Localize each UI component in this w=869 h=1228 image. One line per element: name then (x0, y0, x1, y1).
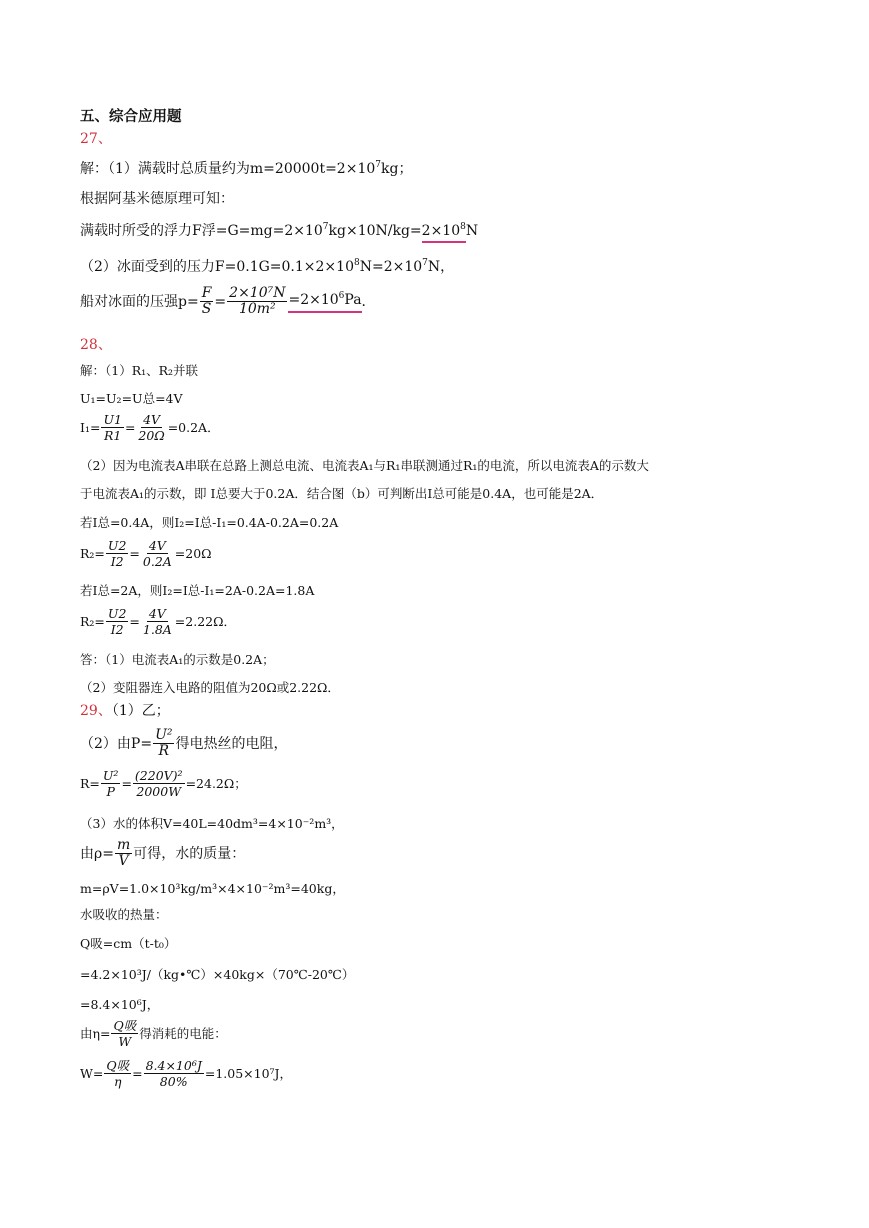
q27-pressure-answer-value: =2×10 (288, 291, 339, 308)
q27-line3-mid: kg×10N/kg= (328, 223, 422, 239)
q28-line7-result: =20Ω (174, 545, 212, 561)
q29-number: 29、 (80, 703, 112, 719)
q29-line3-text: R= (80, 775, 100, 791)
q29-line7: 水吸收的热量： (80, 907, 168, 922)
fraction-denominator: 20Ω (138, 428, 165, 443)
fraction-u2-over-p (101, 768, 121, 799)
q29-line2 (80, 728, 287, 759)
fraction-u2-over-i2 (106, 538, 129, 569)
q27-line5-text: 船对冰面的压强p= (80, 293, 199, 310)
fraction-numerator: Q吸 (113, 1018, 137, 1033)
q29-line12-text: W= (80, 1065, 104, 1081)
q27-line4-mid: N=2×10 (359, 259, 423, 275)
fraction-numerator: m (116, 837, 131, 853)
q29-line8: Q吸=cm（t-t₀） (80, 936, 177, 951)
fraction-4v-over-1.8a (141, 606, 174, 637)
fraction-u1-over-r1 (101, 412, 124, 443)
fraction-pressure (227, 286, 287, 317)
fraction-denominator: V (118, 853, 129, 869)
q28-line7-text: R₂= (80, 545, 105, 561)
q27-line4 (80, 258, 454, 276)
equals-sign: = (129, 613, 140, 629)
q28-line9-text: R₂= (80, 613, 105, 629)
q28-line3-result: =0.2A． (167, 419, 220, 435)
fraction-numerator: 4V (143, 412, 161, 427)
fraction-denominator: P (106, 784, 115, 799)
q29-line3 (80, 768, 247, 799)
q27-line4-exponent1: 8 (353, 258, 360, 268)
q28-line9-result: =2.22Ω． (174, 613, 236, 629)
q28-line3-text: I₁= (80, 419, 101, 435)
fraction-numerator: Q吸 (106, 1058, 130, 1073)
q28-line6: 若I总=0.4A，则I₂=I总-I₁=0.4A-0.2A=0.2A (80, 515, 339, 530)
fraction-u2-over-r (153, 728, 174, 759)
fraction-220v-over-2000w (133, 768, 185, 799)
q27-line5 (80, 286, 376, 317)
fraction-denominator: 10m² (238, 301, 276, 317)
q27-pressure-answer-unit: Pa (344, 291, 362, 308)
fraction-m-over-v (115, 838, 132, 869)
fraction-numerator: U1 (103, 412, 122, 427)
equals-sign: = (124, 419, 136, 435)
fraction-denominator: S (201, 301, 212, 317)
fraction-numerator: U² (155, 727, 173, 743)
q27-number: 27、 (80, 131, 112, 147)
q29-line5-post: 可得，水的质量： (133, 845, 246, 862)
q28-line5: 于电流表A₁的示数，即 I总要大于0.2A．结合图（b）可判断出I总可能是0.4A，也可能是2A． (80, 486, 604, 501)
q27-line5-end: ． (361, 293, 376, 310)
q27-line3-exponent: 7 (322, 222, 329, 232)
equals-sign: = (214, 293, 227, 310)
fraction-u2-over-i2 (106, 606, 129, 637)
fraction-4v-over-0.2a (141, 538, 174, 569)
q29-line11 (80, 1018, 227, 1049)
q28-line9 (80, 606, 236, 637)
q29-line12 (80, 1058, 292, 1089)
q28-line3 (80, 412, 220, 443)
q29-line1 (80, 702, 170, 720)
fraction-4v-over-20ohm (136, 412, 166, 443)
fraction-denominator: 0.2A (142, 554, 172, 569)
fraction-denominator: R1 (104, 428, 122, 443)
q28-line8: 若I总=2A，则I₂=I总-I₁=2A-0.2A=1.8A (80, 583, 315, 598)
section-title: 五、综合应用题 (80, 109, 182, 125)
equals-sign: = (121, 775, 132, 791)
q27-pressure-answer (288, 291, 361, 313)
fraction-denominator: I2 (110, 622, 124, 637)
fraction-numerator: U2 (107, 606, 127, 621)
q29-line11-text: 由η= (80, 1025, 111, 1041)
fraction-8.4e6-over-80pct (144, 1058, 204, 1089)
q28-line11: （2）变阻器连入电路的阻值为20Ω或2.22Ω． (80, 680, 340, 695)
fraction-denominator: 2000W (136, 784, 182, 799)
q27-buoyancy-answer-unit: N (465, 223, 479, 239)
fraction-q-over-eta (104, 1058, 131, 1089)
q29-line3-result: =24.2Ω； (185, 775, 247, 791)
fraction-numerator: 2×10⁷N (229, 285, 286, 301)
q27-buoyancy-answer-value: 2×10 (421, 223, 461, 239)
fraction-numerator: U2 (107, 538, 127, 553)
fraction-denominator: 80% (159, 1074, 188, 1089)
q29-line2-text: （2）由P= (80, 735, 153, 752)
q29-line4: （3）水的体积V=40L=40dm³=4×10⁻²m³， (80, 816, 344, 831)
fraction-denominator: W (118, 1034, 132, 1049)
q27-line4-text: （2）冰面受到的压力F=0.1G=0.1×2×10 (80, 259, 354, 275)
fraction-numerator: U² (102, 768, 119, 783)
fraction-numerator: 4V (148, 606, 166, 621)
fraction-numerator: 8.4×10⁶J (145, 1058, 202, 1073)
fraction-q-over-w (111, 1018, 138, 1049)
q29-line2-post: 得电热丝的电阻， (175, 735, 288, 752)
fraction-denominator: I2 (110, 554, 124, 569)
equals-sign: = (132, 1065, 143, 1081)
q27-line1-text: 解：（1）满载时总质量约为m=20000t=2×10 (80, 161, 376, 177)
q29-line9: =4.2×10³J/（kg•℃）×40kg×（70℃-20℃） (80, 967, 355, 982)
q27-line2: 根据阿基米德原理可知： (80, 191, 234, 207)
q28-line4: （2）因为电流表A串联在总路上测总电流、电流表A₁与R₁串联测通过R₁的电流，所以电流表A的示数大 (80, 458, 649, 473)
q29-line10: =8.4×10⁶J， (80, 997, 160, 1012)
q29-line5-text: 由ρ= (80, 845, 114, 862)
q27-buoyancy-answer (422, 223, 466, 243)
q29-part1-answer: （1）乙； (111, 703, 170, 719)
fraction-f-over-s (200, 286, 214, 317)
q29-line12-result: =1.05×10⁷J， (204, 1065, 293, 1081)
q29-line5 (80, 838, 245, 869)
q27-line1-exponent: 7 (375, 160, 381, 170)
fraction-denominator: 1.8A (142, 622, 172, 637)
q28-line1: 解：（1）R₁、R₂并联 (80, 363, 199, 378)
q29-line11-post: 得消耗的电能： (139, 1025, 227, 1041)
q27-buoyancy-answer-exponent: 8 (460, 222, 466, 232)
q27-line4-exponent2: 7 (422, 258, 428, 268)
fraction-numerator: 4V (148, 538, 166, 553)
q28-line10: 答：（1）电流表A₁的示数是0.2A； (80, 652, 275, 667)
q27-line3-text: 满载时所受的浮力F浮=G=mg=2×10 (80, 223, 323, 239)
q27-line1 (80, 160, 412, 178)
fraction-denominator: η (113, 1074, 122, 1089)
fraction-denominator: R (158, 743, 170, 759)
q28-line7 (80, 538, 212, 569)
fraction-numerator: F (201, 285, 212, 301)
q27-line4-unit: N， (427, 259, 455, 275)
q28-line2: U₁=U₂=U总=4V (80, 391, 183, 406)
q27-line3 (80, 222, 478, 240)
fraction-numerator: (220V)² (134, 768, 183, 783)
q29-line6: m=ρV=1.0×10³kg/m³×4×10⁻²m³=40kg， (80, 881, 345, 896)
equals-sign: = (129, 545, 140, 561)
q27-pressure-answer-exponent: 6 (338, 290, 345, 301)
q27-line1-unit: kg； (381, 161, 413, 177)
q28-number: 28、 (80, 337, 112, 353)
